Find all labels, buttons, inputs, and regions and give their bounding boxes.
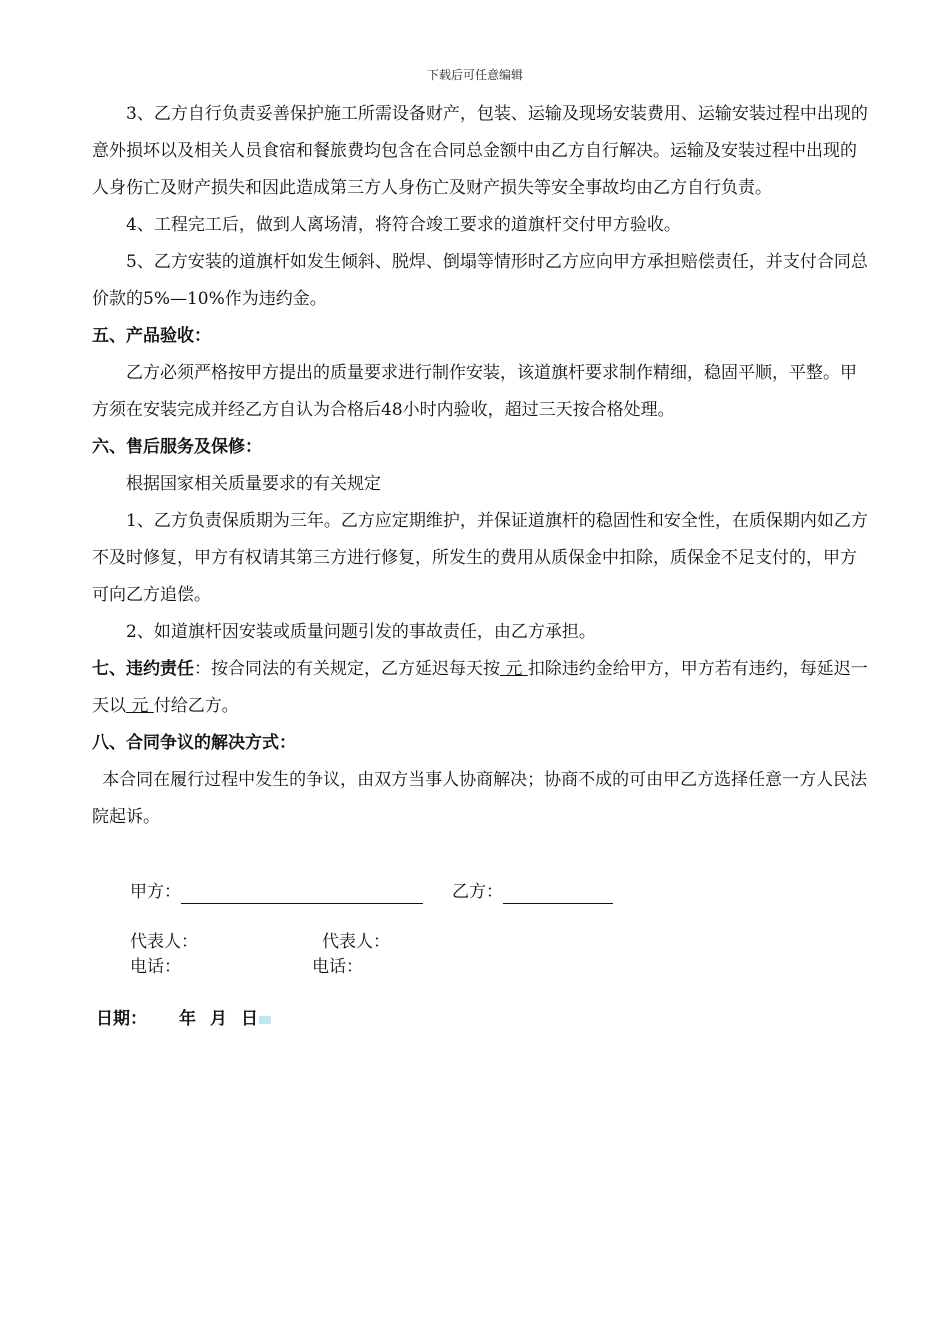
section-8-text: 本合同在履行过程中发生的争议，由双方当事人协商解决；协商不成的可由甲乙方选择任意一方人民法院起诉。: [92, 770, 868, 827]
section-5-title: 五、产品验收：: [92, 326, 211, 346]
party-a-signature-line: [181, 885, 423, 904]
section-8-title: 八、合同争议的解决方式：: [92, 733, 296, 753]
day-label: 日: [241, 1009, 258, 1029]
contract-body: [92, 96, 872, 836]
section-6-item-2: 2、如道旗杆因安装或质量问题引发的事故责任，由乙方承担。: [126, 622, 596, 642]
text-cursor-marker: [259, 1016, 271, 1024]
clause-item-4: 4、工程完工后，做到人离场清，将符合竣工要求的道旗杆交付甲方验收。: [126, 215, 681, 235]
date-row: [96, 1004, 271, 1029]
penalty-blank-2: 元: [126, 696, 154, 716]
clause-item-5: 5、乙方安装的道旗杆如发生倾斜、脱焊、倒塌等情形时乙方应向甲方承担赔偿责任，并支付合同总价款的5%—10%作为违约金。: [92, 252, 868, 309]
page-header-note: 下载后可任意编辑: [426, 68, 523, 82]
section-7-title: 七、违约责任: [92, 659, 194, 679]
section-5-text: 乙方必须严格按甲方提出的质量要求进行制作安装，该道旗杆要求制作精细，稳固平顺，平整。甲方须在安装完成并经乙方自认为合格后48小时内验收，超过三天按合格处理。: [92, 363, 857, 420]
section-7-part-1: ：按合同法的有关规定，乙方延迟每天按: [194, 659, 500, 679]
penalty-blank-1: 元: [500, 659, 528, 679]
section-6-title: 六、售后服务及保修：: [92, 437, 262, 457]
section-7-paragraph: [92, 651, 872, 725]
section-7-part-2: 扣除违约金给甲方，甲方若有违约，每延迟一天以: [92, 659, 868, 716]
clause-item-3: 3、乙方自行负责妥善保护施工所需设备财产，包装、运输及现场安装费用、运输安装过程中出现的意外损坏以及相关人员食宿和餐旅费均包含在合同总金额中由乙方自行解决。运输及安装过程中出现的人身伤亡及财产损失和因此造成第三方人身伤亡及财产损失等安全事故均由乙方自行负责。: [92, 104, 868, 198]
rep-a-label: 代表人：: [130, 932, 198, 952]
month-label: 月: [210, 1009, 227, 1029]
party-a-label: 甲方：: [130, 882, 181, 902]
date-label: 日期：: [96, 1009, 147, 1029]
section-6-intro: 根据国家相关质量要求的有关规定: [126, 474, 381, 494]
phone-a-label: 电话：: [130, 957, 181, 977]
phone-b-label: 电话：: [312, 957, 363, 977]
section-7-part-3: 付给乙方。: [153, 696, 239, 716]
party-b-signature-line: [503, 885, 613, 904]
rep-b-label: 代表人：: [322, 932, 390, 952]
party-a-row: [130, 880, 423, 904]
party-b-label: 乙方：: [452, 882, 503, 902]
year-label: 年: [179, 1009, 196, 1029]
section-6-item-1: 1、乙方负责保质期为三年。乙方应定期维护，并保证道旗杆的稳固性和安全性，在质保期内如乙方不及时修复，甲方有权请其第三方进行修复，所发生的费用从质保金中扣除，质保金不足支付的，甲方可向乙方追偿。: [92, 511, 868, 605]
party-b-row: [452, 880, 613, 904]
